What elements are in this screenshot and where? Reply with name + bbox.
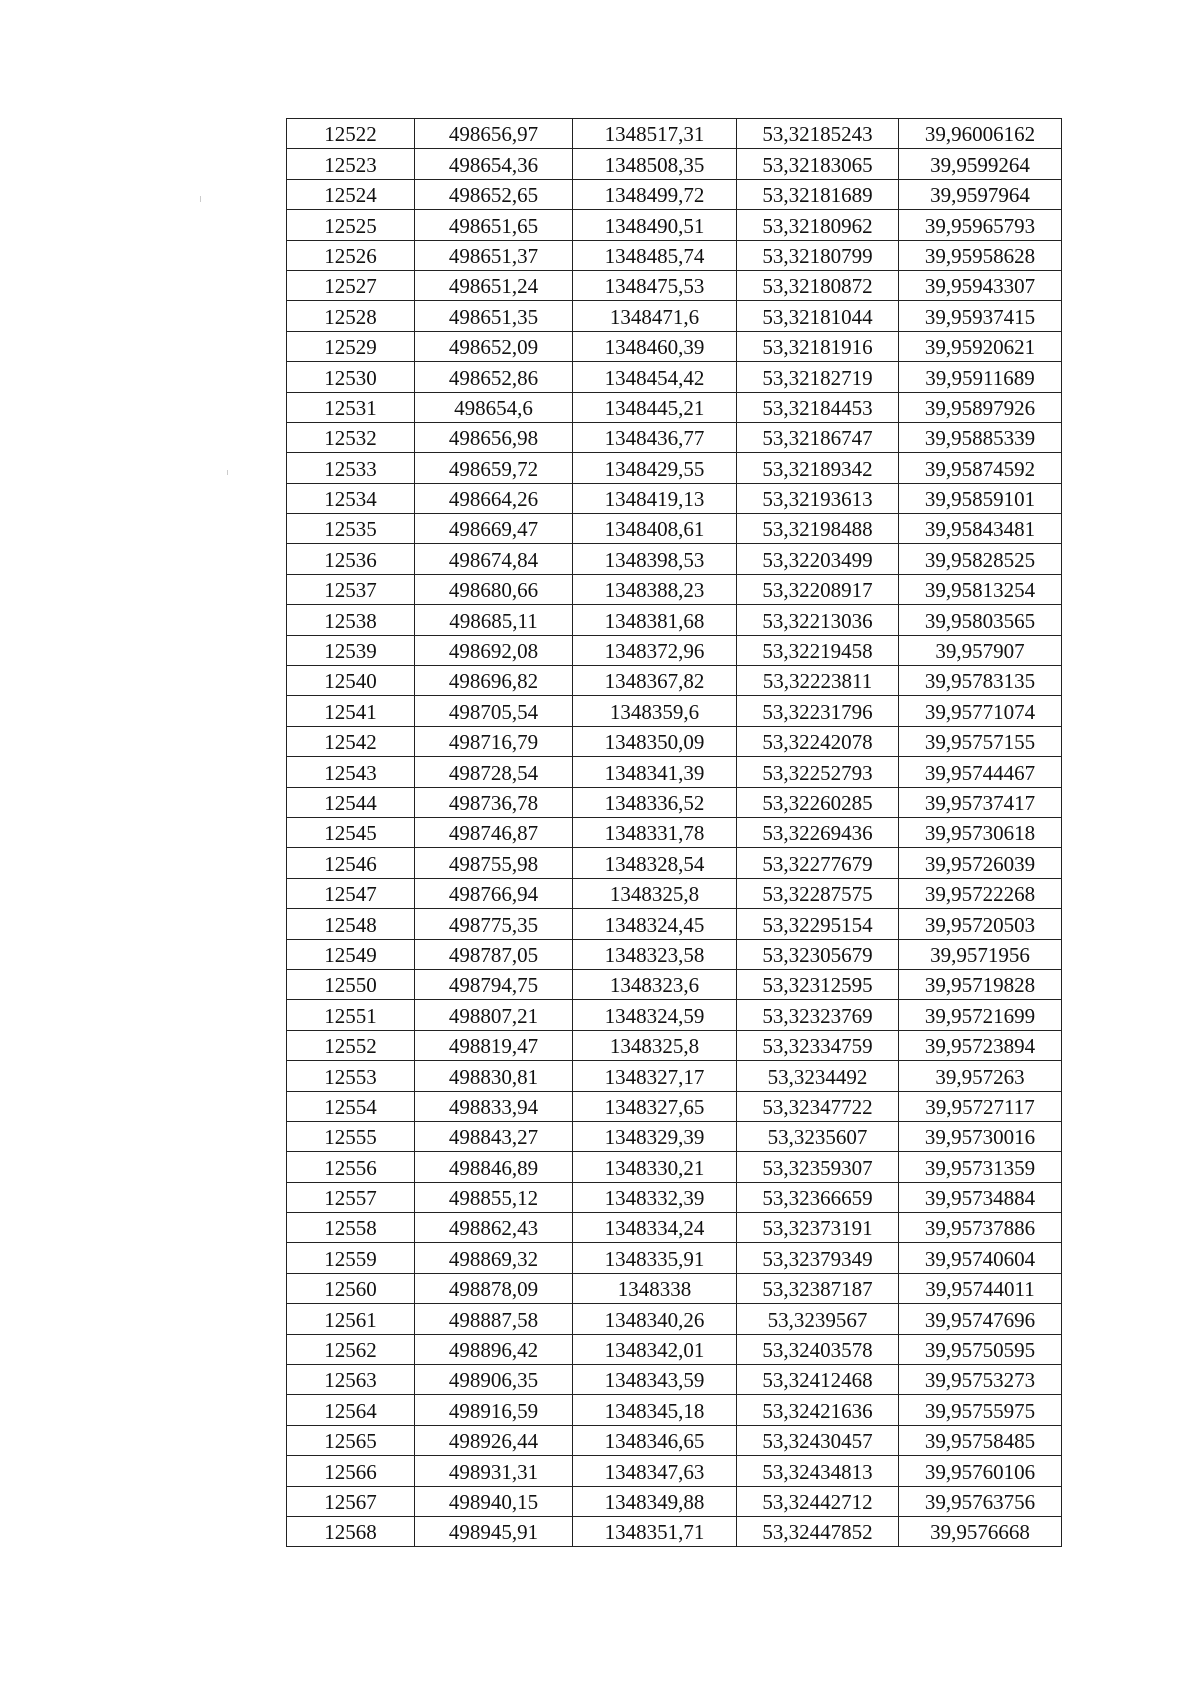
point-number-cell: 12563 — [287, 1365, 415, 1395]
y-coordinate-cell: 1348340,26 — [573, 1304, 737, 1334]
point-number-cell: 12568 — [287, 1516, 415, 1546]
y-coordinate-cell: 1348336,52 — [573, 787, 737, 817]
latitude-cell: 53,32186747 — [737, 422, 899, 452]
longitude-cell: 39,95730016 — [899, 1121, 1062, 1151]
coordinates-table — [286, 118, 1062, 1547]
x-coordinate-cell: 498916,59 — [415, 1395, 573, 1425]
longitude-cell: 39,95720503 — [899, 909, 1062, 939]
table-row — [287, 848, 1062, 878]
point-number-cell: 12542 — [287, 726, 415, 756]
x-coordinate-cell: 498652,65 — [415, 179, 573, 209]
y-coordinate-cell: 1348346,65 — [573, 1425, 737, 1455]
x-coordinate-cell: 498652,09 — [415, 331, 573, 361]
latitude-cell: 53,32183065 — [737, 149, 899, 179]
table-row — [287, 1486, 1062, 1516]
point-number-cell: 12561 — [287, 1304, 415, 1334]
table-row — [287, 331, 1062, 361]
table-row — [287, 1243, 1062, 1273]
point-number-cell: 12548 — [287, 909, 415, 939]
y-coordinate-cell: 1348367,82 — [573, 666, 737, 696]
x-coordinate-cell: 498664,26 — [415, 483, 573, 513]
table-row — [287, 1091, 1062, 1121]
y-coordinate-cell: 1348335,91 — [573, 1243, 737, 1273]
table-row — [287, 1516, 1062, 1546]
table-row — [287, 909, 1062, 939]
latitude-cell: 53,32181689 — [737, 179, 899, 209]
y-coordinate-cell: 1348331,78 — [573, 817, 737, 847]
x-coordinate-cell: 498680,66 — [415, 574, 573, 604]
point-number-cell: 12527 — [287, 270, 415, 300]
x-coordinate-cell: 498862,43 — [415, 1213, 573, 1243]
x-coordinate-cell: 498696,82 — [415, 666, 573, 696]
latitude-cell: 53,32181044 — [737, 301, 899, 331]
table-row — [287, 757, 1062, 787]
longitude-cell: 39,95958628 — [899, 240, 1062, 270]
table-row — [287, 514, 1062, 544]
table-row — [287, 969, 1062, 999]
table-row — [287, 301, 1062, 331]
longitude-cell: 39,95721699 — [899, 1000, 1062, 1030]
x-coordinate-cell: 498651,37 — [415, 240, 573, 270]
longitude-cell: 39,95753273 — [899, 1365, 1062, 1395]
point-number-cell: 12538 — [287, 605, 415, 635]
latitude-cell: 53,32442712 — [737, 1486, 899, 1516]
longitude-cell: 39,95897926 — [899, 392, 1062, 422]
latitude-cell: 53,32434813 — [737, 1456, 899, 1486]
latitude-cell: 53,3239567 — [737, 1304, 899, 1334]
y-coordinate-cell: 1348388,23 — [573, 574, 737, 604]
y-coordinate-cell: 1348408,61 — [573, 514, 737, 544]
table-row — [287, 544, 1062, 574]
x-coordinate-cell: 498656,98 — [415, 422, 573, 452]
point-number-cell: 12523 — [287, 149, 415, 179]
point-number-cell: 12553 — [287, 1061, 415, 1091]
y-coordinate-cell: 1348517,31 — [573, 119, 737, 149]
latitude-cell: 53,32295154 — [737, 909, 899, 939]
longitude-cell: 39,95727117 — [899, 1091, 1062, 1121]
y-coordinate-cell: 1348454,42 — [573, 362, 737, 392]
y-coordinate-cell: 1348381,68 — [573, 605, 737, 635]
x-coordinate-cell: 498945,91 — [415, 1516, 573, 1546]
x-coordinate-cell: 498846,89 — [415, 1152, 573, 1182]
longitude-cell: 39,95734884 — [899, 1182, 1062, 1212]
latitude-cell: 53,32231796 — [737, 696, 899, 726]
latitude-cell: 53,32421636 — [737, 1395, 899, 1425]
x-coordinate-cell: 498716,79 — [415, 726, 573, 756]
y-coordinate-cell: 1348398,53 — [573, 544, 737, 574]
x-coordinate-cell: 498755,98 — [415, 848, 573, 878]
y-coordinate-cell: 1348327,65 — [573, 1091, 737, 1121]
latitude-cell: 53,32260285 — [737, 787, 899, 817]
y-coordinate-cell: 1348372,96 — [573, 635, 737, 665]
y-coordinate-cell: 1348345,18 — [573, 1395, 737, 1425]
y-coordinate-cell: 1348341,39 — [573, 757, 737, 787]
longitude-cell: 39,95763756 — [899, 1486, 1062, 1516]
latitude-cell: 53,32323769 — [737, 1000, 899, 1030]
table-row — [287, 1365, 1062, 1395]
point-number-cell: 12562 — [287, 1334, 415, 1364]
x-coordinate-cell: 498843,27 — [415, 1121, 573, 1151]
y-coordinate-cell: 1348334,24 — [573, 1213, 737, 1243]
table-row — [287, 422, 1062, 452]
longitude-cell: 39,95726039 — [899, 848, 1062, 878]
longitude-cell: 39,95813254 — [899, 574, 1062, 604]
longitude-cell: 39,95803565 — [899, 605, 1062, 635]
table-row — [287, 1213, 1062, 1243]
x-coordinate-cell: 498833,94 — [415, 1091, 573, 1121]
x-coordinate-cell: 498654,6 — [415, 392, 573, 422]
longitude-cell: 39,95911689 — [899, 362, 1062, 392]
latitude-cell: 53,32223811 — [737, 666, 899, 696]
point-number-cell: 12559 — [287, 1243, 415, 1273]
longitude-cell: 39,95737417 — [899, 787, 1062, 817]
longitude-cell: 39,95937415 — [899, 301, 1062, 331]
longitude-cell: 39,95757155 — [899, 726, 1062, 756]
longitude-cell: 39,9597964 — [899, 179, 1062, 209]
y-coordinate-cell: 1348429,55 — [573, 453, 737, 483]
y-coordinate-cell: 1348325,8 — [573, 878, 737, 908]
point-number-cell: 12531 — [287, 392, 415, 422]
latitude-cell: 53,32198488 — [737, 514, 899, 544]
longitude-cell: 39,95760106 — [899, 1456, 1062, 1486]
y-coordinate-cell: 1348471,6 — [573, 301, 737, 331]
x-coordinate-cell: 498736,78 — [415, 787, 573, 817]
y-coordinate-cell: 1348338 — [573, 1273, 737, 1303]
point-number-cell: 12535 — [287, 514, 415, 544]
longitude-cell: 39,95843481 — [899, 514, 1062, 544]
latitude-cell: 53,32213036 — [737, 605, 899, 635]
x-coordinate-cell: 498654,36 — [415, 149, 573, 179]
point-number-cell: 12526 — [287, 240, 415, 270]
x-coordinate-cell: 498926,44 — [415, 1425, 573, 1455]
point-number-cell: 12530 — [287, 362, 415, 392]
latitude-cell: 53,32359307 — [737, 1152, 899, 1182]
y-coordinate-cell: 1348325,8 — [573, 1030, 737, 1060]
table-row — [287, 1334, 1062, 1364]
longitude-cell: 39,957907 — [899, 635, 1062, 665]
latitude-cell: 53,32305679 — [737, 939, 899, 969]
point-number-cell: 12522 — [287, 119, 415, 149]
longitude-cell: 39,9571956 — [899, 939, 1062, 969]
table-row — [287, 1121, 1062, 1151]
y-coordinate-cell: 1348323,58 — [573, 939, 737, 969]
point-number-cell: 12555 — [287, 1121, 415, 1151]
latitude-cell: 53,32182719 — [737, 362, 899, 392]
y-coordinate-cell: 1348343,59 — [573, 1365, 737, 1395]
table-row — [287, 1456, 1062, 1486]
y-coordinate-cell: 1348323,6 — [573, 969, 737, 999]
table-row — [287, 392, 1062, 422]
longitude-cell: 39,95828525 — [899, 544, 1062, 574]
y-coordinate-cell: 1348475,53 — [573, 270, 737, 300]
y-coordinate-cell: 1348460,39 — [573, 331, 737, 361]
point-number-cell: 12529 — [287, 331, 415, 361]
point-number-cell: 12532 — [287, 422, 415, 452]
latitude-cell: 53,32184453 — [737, 392, 899, 422]
latitude-cell: 53,32242078 — [737, 726, 899, 756]
y-coordinate-cell: 1348328,54 — [573, 848, 737, 878]
latitude-cell: 53,32193613 — [737, 483, 899, 513]
latitude-cell: 53,32277679 — [737, 848, 899, 878]
point-number-cell: 12534 — [287, 483, 415, 513]
point-number-cell: 12541 — [287, 696, 415, 726]
x-coordinate-cell: 498692,08 — [415, 635, 573, 665]
y-coordinate-cell: 1348350,09 — [573, 726, 737, 756]
y-coordinate-cell: 1348330,21 — [573, 1152, 737, 1182]
point-number-cell: 12543 — [287, 757, 415, 787]
table-row — [287, 787, 1062, 817]
table-row — [287, 483, 1062, 513]
point-number-cell: 12536 — [287, 544, 415, 574]
x-coordinate-cell: 498656,97 — [415, 119, 573, 149]
longitude-cell: 39,95943307 — [899, 270, 1062, 300]
x-coordinate-cell: 498728,54 — [415, 757, 573, 787]
latitude-cell: 53,32412468 — [737, 1365, 899, 1395]
longitude-cell: 39,95731359 — [899, 1152, 1062, 1182]
longitude-cell: 39,95730618 — [899, 817, 1062, 847]
longitude-cell: 39,95740604 — [899, 1243, 1062, 1273]
x-coordinate-cell: 498794,75 — [415, 969, 573, 999]
x-coordinate-cell: 498775,35 — [415, 909, 573, 939]
table-row — [287, 1030, 1062, 1060]
x-coordinate-cell: 498906,35 — [415, 1365, 573, 1395]
table-row — [287, 666, 1062, 696]
table-row — [287, 817, 1062, 847]
latitude-cell: 53,32387187 — [737, 1273, 899, 1303]
latitude-cell: 53,32180872 — [737, 270, 899, 300]
latitude-cell: 53,32252793 — [737, 757, 899, 787]
y-coordinate-cell: 1348359,6 — [573, 696, 737, 726]
table-row — [287, 362, 1062, 392]
latitude-cell: 53,32347722 — [737, 1091, 899, 1121]
longitude-cell: 39,95744011 — [899, 1273, 1062, 1303]
latitude-cell: 53,32366659 — [737, 1182, 899, 1212]
x-coordinate-cell: 498659,72 — [415, 453, 573, 483]
longitude-cell: 39,95885339 — [899, 422, 1062, 452]
latitude-cell: 53,32181916 — [737, 331, 899, 361]
point-number-cell: 12552 — [287, 1030, 415, 1060]
longitude-cell: 39,95965793 — [899, 210, 1062, 240]
latitude-cell: 53,32287575 — [737, 878, 899, 908]
x-coordinate-cell: 498819,47 — [415, 1030, 573, 1060]
longitude-cell: 39,95758485 — [899, 1425, 1062, 1455]
longitude-cell: 39,9599264 — [899, 149, 1062, 179]
coordinates-table-container — [286, 118, 1061, 1547]
point-number-cell: 12539 — [287, 635, 415, 665]
longitude-cell: 39,95722268 — [899, 878, 1062, 908]
table-row — [287, 939, 1062, 969]
point-number-cell: 12556 — [287, 1152, 415, 1182]
point-number-cell: 12544 — [287, 787, 415, 817]
point-number-cell: 12565 — [287, 1425, 415, 1455]
y-coordinate-cell: 1348324,59 — [573, 1000, 737, 1030]
point-number-cell: 12525 — [287, 210, 415, 240]
table-row — [287, 210, 1062, 240]
x-coordinate-cell: 498931,31 — [415, 1456, 573, 1486]
table-row — [287, 1000, 1062, 1030]
table-row — [287, 270, 1062, 300]
longitude-cell: 39,95737886 — [899, 1213, 1062, 1243]
table-row — [287, 635, 1062, 665]
y-coordinate-cell: 1348499,72 — [573, 179, 737, 209]
longitude-cell: 39,95771074 — [899, 696, 1062, 726]
point-number-cell: 12560 — [287, 1273, 415, 1303]
x-coordinate-cell: 498766,94 — [415, 878, 573, 908]
latitude-cell: 53,32430457 — [737, 1425, 899, 1455]
longitude-cell: 39,96006162 — [899, 119, 1062, 149]
x-coordinate-cell: 498855,12 — [415, 1182, 573, 1212]
y-coordinate-cell: 1348349,88 — [573, 1486, 737, 1516]
table-row — [287, 696, 1062, 726]
table-row — [287, 453, 1062, 483]
x-coordinate-cell: 498807,21 — [415, 1000, 573, 1030]
table-row — [287, 1425, 1062, 1455]
coordinates-table-body — [287, 119, 1062, 1547]
point-number-cell: 12528 — [287, 301, 415, 331]
latitude-cell: 53,3234492 — [737, 1061, 899, 1091]
latitude-cell: 53,32189342 — [737, 453, 899, 483]
point-number-cell: 12547 — [287, 878, 415, 908]
point-number-cell: 12537 — [287, 574, 415, 604]
latitude-cell: 53,3235607 — [737, 1121, 899, 1151]
table-row — [287, 878, 1062, 908]
longitude-cell: 39,95719828 — [899, 969, 1062, 999]
point-number-cell: 12545 — [287, 817, 415, 847]
x-coordinate-cell: 498830,81 — [415, 1061, 573, 1091]
longitude-cell: 39,9576668 — [899, 1516, 1062, 1546]
table-row — [287, 1304, 1062, 1334]
point-number-cell: 12558 — [287, 1213, 415, 1243]
x-coordinate-cell: 498674,84 — [415, 544, 573, 574]
scan-artifact-mark — [200, 196, 201, 202]
x-coordinate-cell: 498651,35 — [415, 301, 573, 331]
table-row — [287, 149, 1062, 179]
latitude-cell: 53,32269436 — [737, 817, 899, 847]
y-coordinate-cell: 1348347,63 — [573, 1456, 737, 1486]
longitude-cell: 39,95750595 — [899, 1334, 1062, 1364]
table-row — [287, 1273, 1062, 1303]
latitude-cell: 53,32180799 — [737, 240, 899, 270]
point-number-cell: 12549 — [287, 939, 415, 969]
y-coordinate-cell: 1348324,45 — [573, 909, 737, 939]
x-coordinate-cell: 498940,15 — [415, 1486, 573, 1516]
x-coordinate-cell: 498746,87 — [415, 817, 573, 847]
table-row — [287, 1152, 1062, 1182]
point-number-cell: 12567 — [287, 1486, 415, 1516]
table-row — [287, 1395, 1062, 1425]
table-row — [287, 119, 1062, 149]
point-number-cell: 12564 — [287, 1395, 415, 1425]
point-number-cell: 12557 — [287, 1182, 415, 1212]
x-coordinate-cell: 498787,05 — [415, 939, 573, 969]
scan-artifact-mark — [227, 470, 228, 475]
y-coordinate-cell: 1348332,39 — [573, 1182, 737, 1212]
point-number-cell: 12533 — [287, 453, 415, 483]
x-coordinate-cell: 498651,24 — [415, 270, 573, 300]
longitude-cell: 39,95744467 — [899, 757, 1062, 787]
longitude-cell: 39,95920621 — [899, 331, 1062, 361]
point-number-cell: 12551 — [287, 1000, 415, 1030]
latitude-cell: 53,32403578 — [737, 1334, 899, 1364]
latitude-cell: 53,32203499 — [737, 544, 899, 574]
x-coordinate-cell: 498705,54 — [415, 696, 573, 726]
x-coordinate-cell: 498652,86 — [415, 362, 573, 392]
y-coordinate-cell: 1348419,13 — [573, 483, 737, 513]
longitude-cell: 39,95755975 — [899, 1395, 1062, 1425]
y-coordinate-cell: 1348508,35 — [573, 149, 737, 179]
table-row — [287, 1182, 1062, 1212]
latitude-cell: 53,32219458 — [737, 635, 899, 665]
longitude-cell: 39,95859101 — [899, 483, 1062, 513]
latitude-cell: 53,32180962 — [737, 210, 899, 240]
x-coordinate-cell: 498887,58 — [415, 1304, 573, 1334]
y-coordinate-cell: 1348445,21 — [573, 392, 737, 422]
y-coordinate-cell: 1348329,39 — [573, 1121, 737, 1151]
x-coordinate-cell: 498878,09 — [415, 1273, 573, 1303]
y-coordinate-cell: 1348342,01 — [573, 1334, 737, 1364]
x-coordinate-cell: 498685,11 — [415, 605, 573, 635]
table-row — [287, 179, 1062, 209]
longitude-cell: 39,95723894 — [899, 1030, 1062, 1060]
x-coordinate-cell: 498669,47 — [415, 514, 573, 544]
y-coordinate-cell: 1348436,77 — [573, 422, 737, 452]
longitude-cell: 39,95747696 — [899, 1304, 1062, 1334]
latitude-cell: 53,32334759 — [737, 1030, 899, 1060]
x-coordinate-cell: 498869,32 — [415, 1243, 573, 1273]
longitude-cell: 39,95874592 — [899, 453, 1062, 483]
table-row — [287, 1061, 1062, 1091]
point-number-cell: 12554 — [287, 1091, 415, 1121]
table-row — [287, 240, 1062, 270]
table-row — [287, 605, 1062, 635]
latitude-cell: 53,32373191 — [737, 1213, 899, 1243]
y-coordinate-cell: 1348351,71 — [573, 1516, 737, 1546]
latitude-cell: 53,32185243 — [737, 119, 899, 149]
table-row — [287, 726, 1062, 756]
point-number-cell: 12540 — [287, 666, 415, 696]
x-coordinate-cell: 498651,65 — [415, 210, 573, 240]
y-coordinate-cell: 1348490,51 — [573, 210, 737, 240]
table-row — [287, 574, 1062, 604]
longitude-cell: 39,957263 — [899, 1061, 1062, 1091]
point-number-cell: 12550 — [287, 969, 415, 999]
latitude-cell: 53,32379349 — [737, 1243, 899, 1273]
x-coordinate-cell: 498896,42 — [415, 1334, 573, 1364]
point-number-cell: 12524 — [287, 179, 415, 209]
point-number-cell: 12546 — [287, 848, 415, 878]
y-coordinate-cell: 1348327,17 — [573, 1061, 737, 1091]
latitude-cell: 53,32208917 — [737, 574, 899, 604]
latitude-cell: 53,32312595 — [737, 969, 899, 999]
latitude-cell: 53,32447852 — [737, 1516, 899, 1546]
y-coordinate-cell: 1348485,74 — [573, 240, 737, 270]
longitude-cell: 39,95783135 — [899, 666, 1062, 696]
point-number-cell: 12566 — [287, 1456, 415, 1486]
